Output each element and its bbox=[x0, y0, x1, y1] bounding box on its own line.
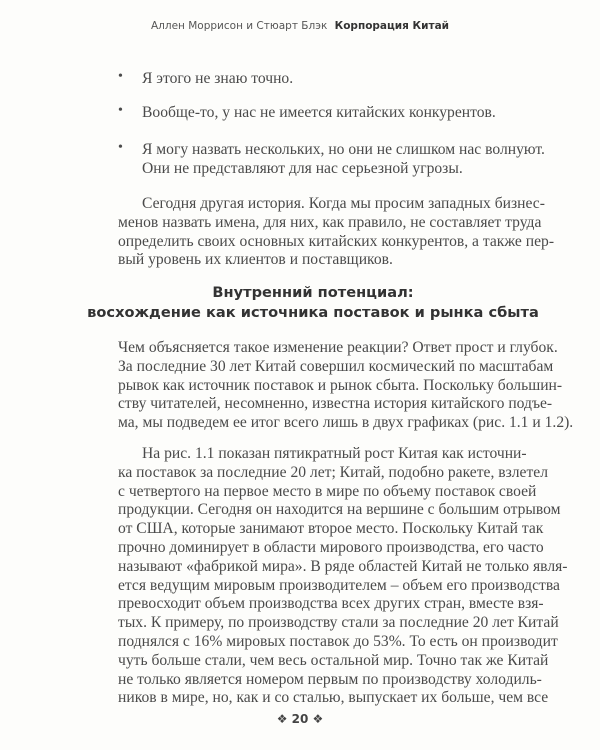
header-authors: Аллен Моррисон и Стюарт Блэк bbox=[150, 20, 328, 32]
paragraph-line: Чем объясняется такое изменение реакции? Ответ прост и глубок. bbox=[118, 339, 558, 356]
paragraph-line: менов назвать имена, для них, как правило, не составляет труда bbox=[118, 213, 542, 231]
paragraph-line: продукции. Сегодня он находится на вершине с большим отрывом bbox=[118, 501, 561, 519]
paragraph-line: Сегодня другая история. Когда мы просим западных бизнес- bbox=[142, 195, 545, 212]
paragraph-line: На рис. 1.1 показан пятикратный рост Китая как источни- bbox=[142, 445, 527, 462]
paragraph-line: чуть больше стали, чем весь остальной мир. Точно так же Китай bbox=[118, 651, 549, 669]
bullet-text: Я могу назвать нескольких, но они не слишком нас волнуют. bbox=[142, 141, 545, 158]
paragraph-line: поднялся с 16% мировых поставок до 53%. То есть он производит bbox=[118, 633, 558, 650]
header-book-title: Корпорация Китай bbox=[334, 20, 450, 32]
paragraph-line: ников в мире, но, как и со сталью, выпускает их больше, чем все bbox=[118, 689, 549, 707]
running-header bbox=[0, 20, 600, 32]
paragraph-line: с четвертого на первое место в мире по объему поставок своей bbox=[118, 482, 537, 500]
paragraph-line: называют «фабрикой мира». В ряде областей Китай не только явля- bbox=[118, 557, 568, 575]
bullet-icon: • bbox=[118, 103, 123, 118]
paragraph-line: ется ведущим мировым производителем – объем его производства bbox=[118, 576, 560, 594]
paragraph-line: вый уровень их клиентов и поставщиков. bbox=[118, 251, 393, 269]
bullet-icon: • bbox=[118, 69, 123, 84]
paragraph-line: прочно доминирует в области мирового производства, его часто bbox=[118, 539, 544, 556]
section-heading: Внутренний потенциал: bbox=[212, 284, 414, 301]
page-number bbox=[0, 712, 600, 726]
paragraph-line: не только является номером первым по производству холодиль- bbox=[118, 670, 542, 688]
paragraph-line: определить своих основных китайских конкурентов, а также пер- bbox=[118, 232, 555, 250]
bullet-icon: • bbox=[118, 140, 123, 155]
paragraph-line: тых. К примеру, по производству стали за последние 20 лет Китай bbox=[118, 614, 559, 632]
paragraph-line: ма, мы подведем ее итог всего лишь в двух графиках (рис. 1.1 и 1.2). bbox=[118, 414, 574, 432]
paragraph-line: За последние 30 лет Китай совершил космический по масштабам bbox=[118, 357, 554, 375]
paragraph-line: превосходит объем производства всех других стран, вместе взя- bbox=[118, 595, 544, 613]
ornament-left-icon: ❖ bbox=[276, 712, 288, 726]
bullet-text: Я этого не знаю точно. bbox=[142, 70, 294, 87]
bullet-text: Вообще-то, у нас не имеется китайских конкурентов. bbox=[142, 104, 496, 121]
paragraph-line: рывок как источник поставок и рынок сбыта. Поскольку большин- bbox=[118, 376, 563, 394]
paragraph-line: ка поставок за последние 20 лет; Китай, подобно ракете, взлетел bbox=[118, 463, 548, 481]
section-heading: восхождение как источника поставок и рынка сбыта bbox=[87, 303, 539, 321]
ornament-right-icon: ❖ bbox=[312, 712, 324, 726]
bullet-text: Они не представляют для нас серьезной угрозы. bbox=[142, 159, 463, 177]
paragraph-line: от США, которые занимают второе место. Поскольку Китай так bbox=[118, 520, 544, 538]
page-number-value: 20 bbox=[291, 712, 309, 726]
paragraph-line: ству читателей, несомненно, известна история китайского подъе- bbox=[118, 395, 553, 413]
